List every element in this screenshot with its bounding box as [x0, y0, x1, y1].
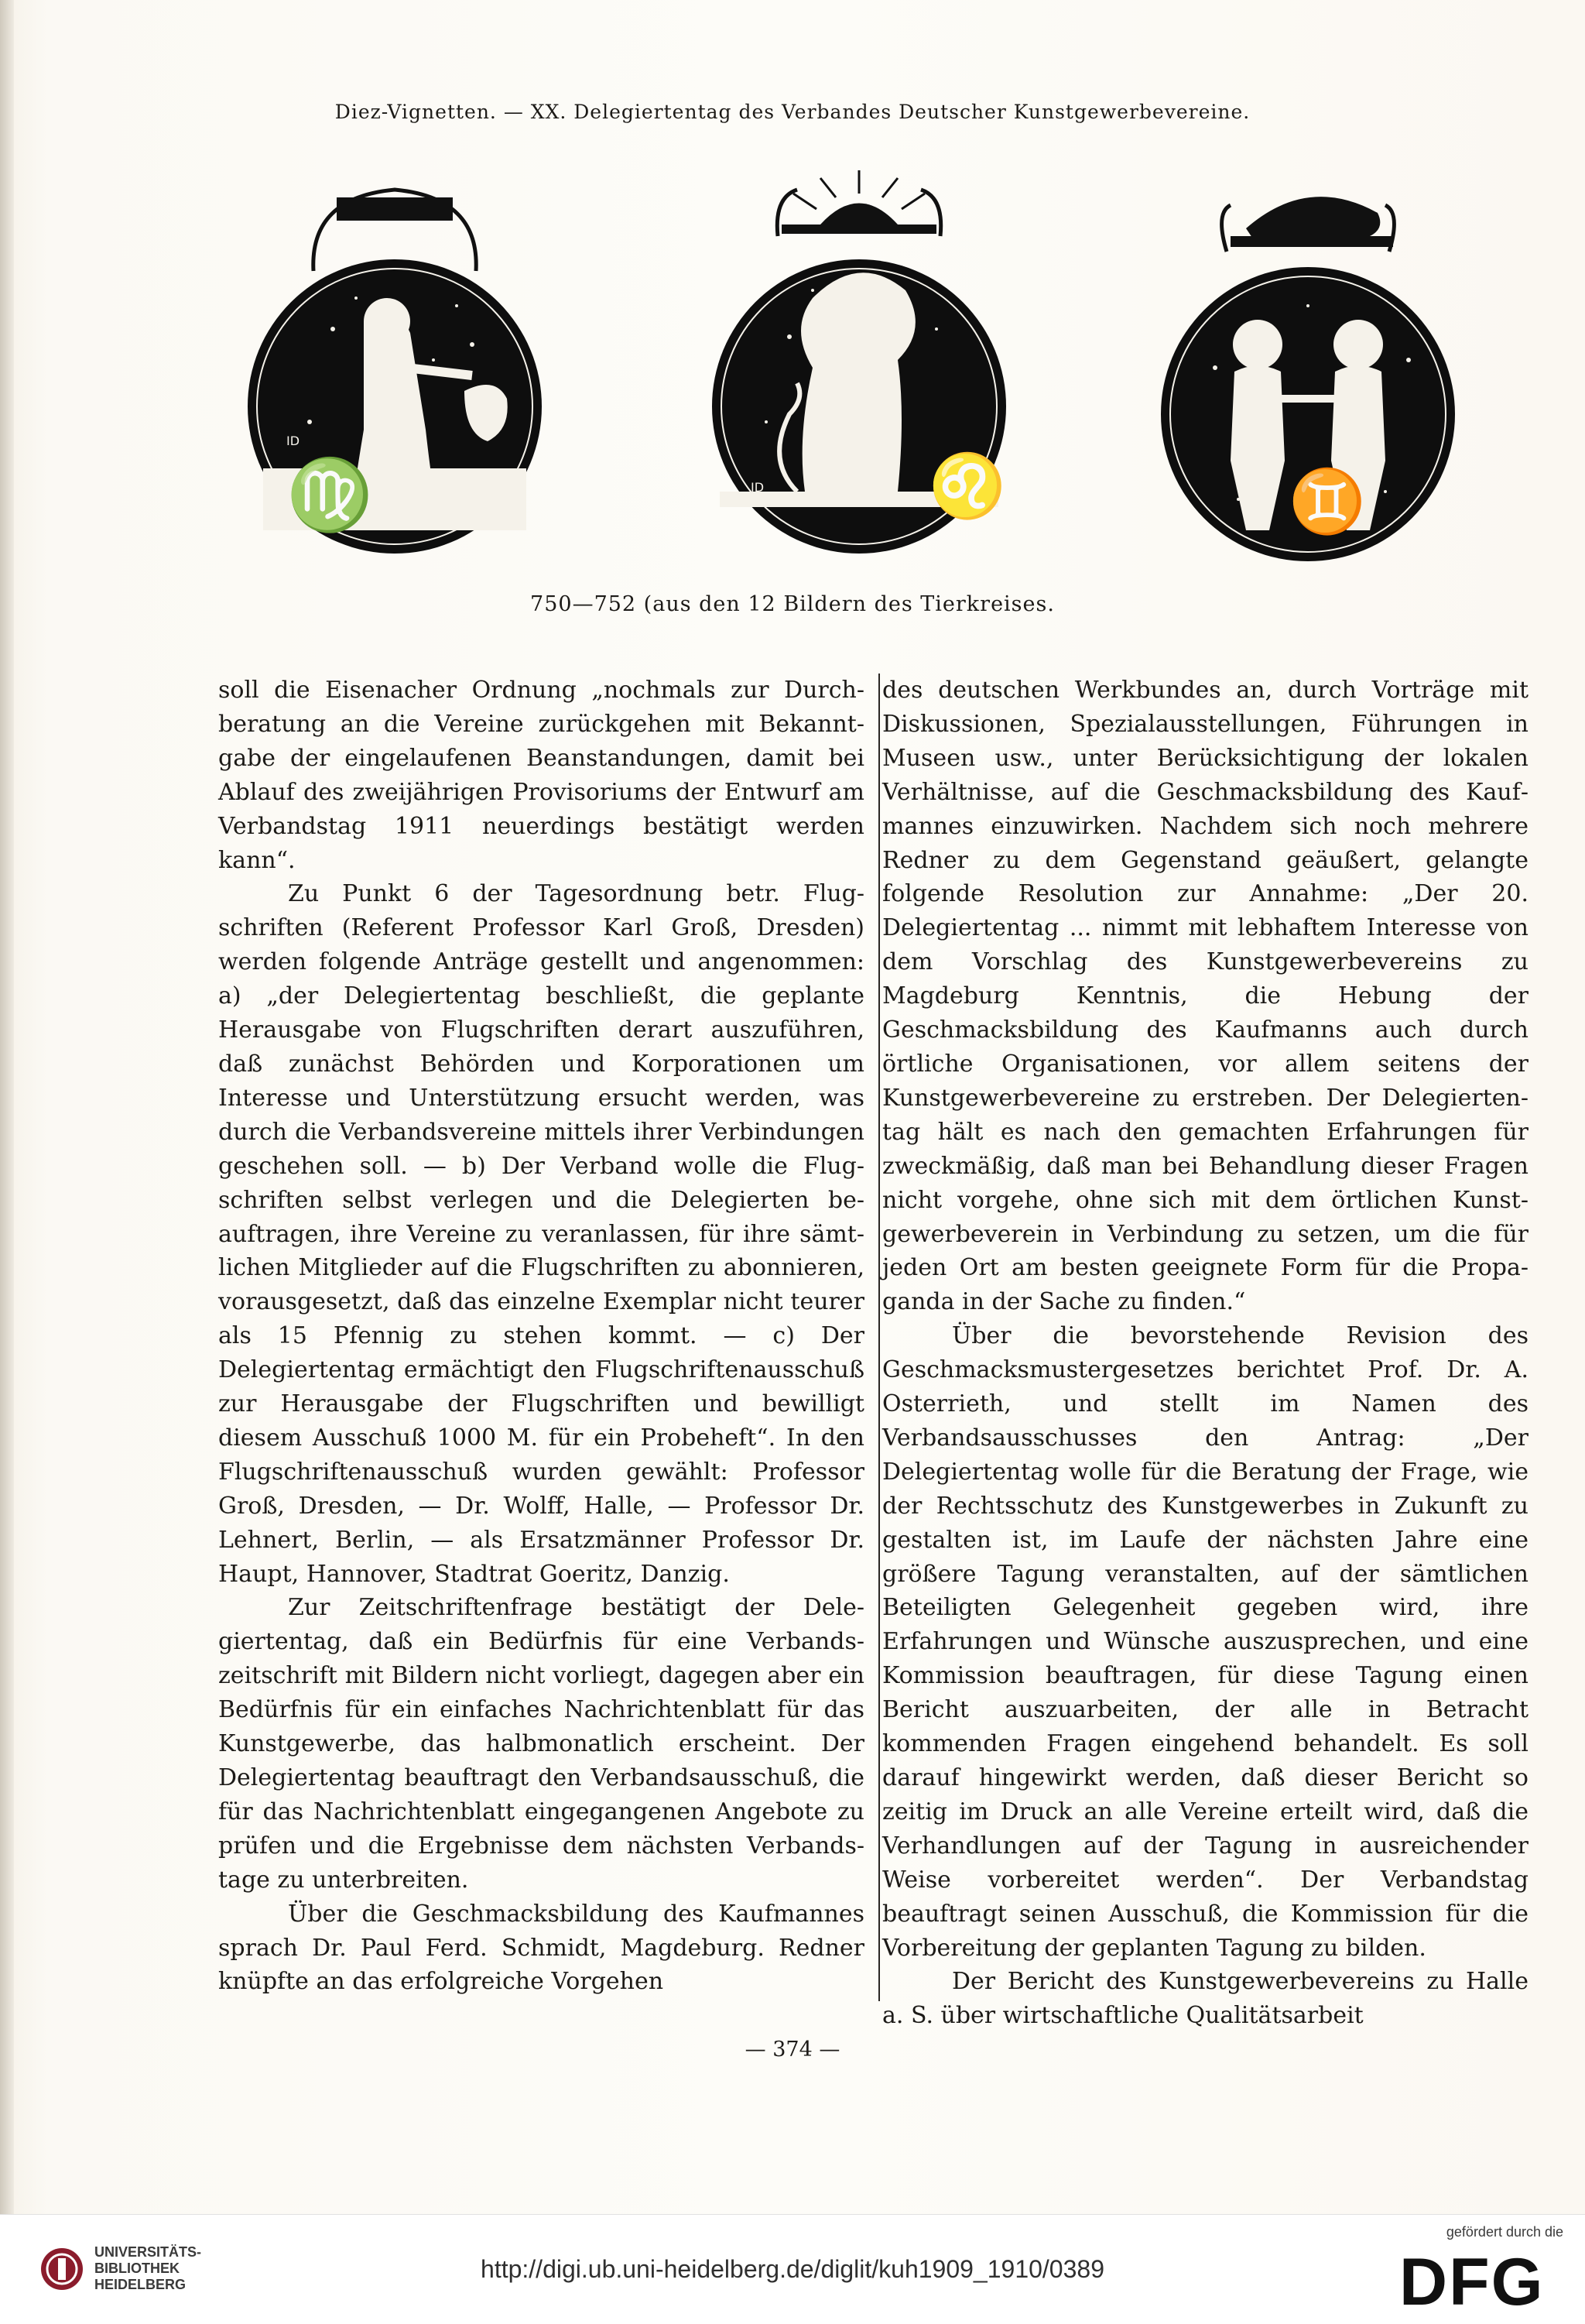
paragraph: Zu Punkt 6 der Tagesordnung betr. Flugschriften (Referent Professor Karl Groß, Dresden) werden folgende Anträge gestellt und angenommen: a) „der Delegiertentag beschließt, die geplante Herausgabe von Flugschriften derart auszuführen, daß zunächst Behörden und Korporationen um Interesse und Unterstützung ersucht werden, was durch die Verbandsvereine mittels ihrer Verbindungen geschehen soll. — b) Der Verband wolle die Flugschriften selbst verlegen und die Delegierten beauftragen, ihre Vereine zu veranlassen, für ihre sämtlichen Mitglieder auf die Flugschriften zu abonnieren, vorausgesetzt, daß das einzelne Exemplar nicht teurer als 15 Pfennig zu stehen kommt. — c) Der Delegiertentag ermächtigt den Flugschriftenausschuß zur Herausgabe der Flugschriften und bewilligt diesem Ausschuß 1000 M. für ein Probeheft“. In den Flugschriftenausschuß wurden gewählt: Professor Groß, Dresden, — Dr. Wolff, Halle, — Professor Dr. Lehnert, Berlin, — als Ersatzmänner Professor Dr. Haupt, Hannover, Stadtrat Goeritz, Danzig.	[218, 880, 864, 1588]
university-name: UNIVERSITÄTS- BIBLIOTHEK HEIDELBERG	[94, 2244, 202, 2292]
column-divider	[878, 674, 880, 2001]
virgo-vignette	[240, 166, 549, 584]
funding-note: gefördert durch die	[1446, 2224, 1563, 2240]
svg-text:♍: ♍	[286, 454, 374, 536]
leo-vignette	[704, 166, 1014, 584]
svg-text:♊: ♊	[1289, 465, 1366, 537]
svg-text:♌: ♌	[929, 450, 1006, 522]
paragraph: soll die Eisenacher Ordnung „nochmals zur Durchberatung an die Vereine zurückgehen mit Bekanntgabe der eingelaufenen Beanstandungen, damit bei Ablauf des zweijährigen Provisoriums der Entwurf am Verbandstag 1911 neuerdings bestätigt werden kann“.	[218, 677, 864, 874]
source-url-link[interactable]: http://digi.ub.uni-heidelberg.de/diglit/kuh1909_1910/0389	[481, 2255, 1104, 2283]
paragraph: des deutschen Werkbundes an, durch Vorträge mit Diskussionen, Spezialausstellungen, Führungen in Museen usw., unter Berücksichtigung der lokalen Verhältnisse, auf die Geschmacksbildung des Kaufmannes einzuwirken. Nachdem sich noch mehrere Redner zu dem Gegenstand geäußert, gelangte folgende Resolution zur Annahme: „Der 20. Delegiertentag ... nimmt mit lebhaftem Interesse von dem Vorschlag des Kunstgewerbevereins zu Magdeburg Kenntnis, die Hebung der Geschmacksbildung des Kaufmanns auch durch örtliche Organisationen, vor allem seitens der Kunstgewerbevereine zu erstreben. Der Delegiertentag hält es nach den gemachten Erfahrungen für zweckmäßig, daß man bei Behandlung dieser Fragen nicht vorgehe, ohne sich mit dem örtlichen Kunstgewerbeverein in Verbindung zu setzen, um die für jeden Ort am besten geeignete Form für die Propaganda in der Sache zu finden.“	[882, 677, 1529, 1316]
right-text-column	[882, 674, 1529, 2033]
zodiac-vignettes	[224, 166, 1385, 584]
page-number: — 374 —	[745, 2038, 840, 2062]
svg-text:DFG: DFG	[1399, 2249, 1545, 2312]
svg-text:ID: ID	[286, 434, 300, 448]
digitization-footer	[0, 2214, 1585, 2324]
paragraph: Der Bericht des Kunstgewerbevereins zu Halle a. S. über wirtschaftliche Qualitätsarbeit	[882, 1968, 1529, 2030]
paragraph: Über die Geschmacksbildung des Kaufmannes sprach Dr. Paul Ferd. Schmidt, Magdeburg. Redner knüpfte an das erfolgreiche Vorgehen	[218, 1900, 864, 1996]
left-text-column	[218, 674, 864, 1999]
running-head: Diez-Vignetten. — XX. Delegiertentag des Verbandes Deutscher Kunstgewerbevereine.	[334, 101, 1251, 123]
gemini-vignette	[1153, 166, 1463, 584]
dfg-logo-icon	[1399, 2249, 1562, 2312]
figure-caption: 750—752 (aus den 12 Bildern des Tierkreises.	[530, 592, 1055, 616]
paragraph: Zur Zeitschriftenfrage bestätigt der Delegiertentag, daß ein Bedürfnis für eine Verbandszeitschrift mit Bildern nicht vorliegt, dagegen aber ein Bedürfnis für ein einfaches Nachrichtenblatt für das Kunstgewerbe, das halbmonatlich erscheint. Der Delegiertentag beauftragt den Verbandsausschuß, die für das Nachrichtenblatt eingegangenen Angebote zu prüfen und die Ergebnisse dem nächsten Verbandstage zu unterbreiten.	[218, 1594, 864, 1894]
book-spine-shadow	[0, 0, 14, 2214]
paragraph: Über die bevorstehende Revision des Geschmacksmustergesetzes berichtet Prof. Dr. A. Osterrieth, und stellt im Namen des Verbandsausschusses den Antrag: „Der Delegiertentag wolle für die Beratung der Frage, wie der Rechtsschutz des Kunstgewerbes in Zukunft zu gestalten ist, im Laufe der nächsten Jahre eine größere Tagung veranstalten, auf der sämtlichen Beteiligten Gelegenheit gegeben wird, ihre Erfahrungen und Wünsche auszusprechen, und eine Kommission beauftragen, für diese Tagung einen Bericht auszuarbeiten, der alle in Betracht kommenden Fragen eingehend behandelt. Es soll darauf hingewirkt werden, daß dieser Bericht so zeitig im Druck an alle Vereine erteilt wird, daß die Verhandlungen auf der Tagung in ausreichender Weise vorbereitet werden“. Der Verbandstag beauftragt seinen Ausschuß, die Kommission für die Vorbereitung der geplanten Tagung zu bilden.	[882, 1322, 1529, 1962]
svg-text:ID: ID	[751, 480, 765, 495]
